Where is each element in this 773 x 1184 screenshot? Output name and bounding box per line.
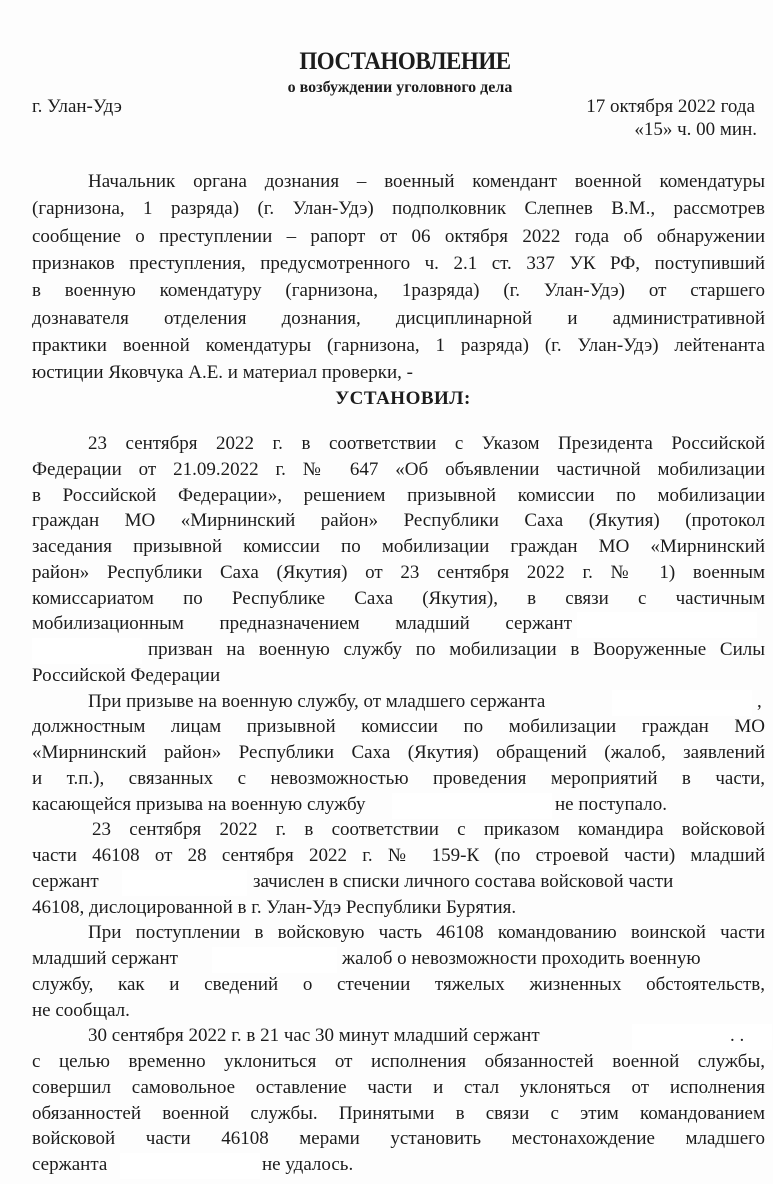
text-line: При призыве на военную службу, от младшего сержанта: [88, 690, 546, 712]
redaction: [32, 638, 142, 664]
text-line: [88, 431, 765, 457]
document-subtitle: о возбуждении уголовного дела: [287, 79, 513, 96]
line-text: При поступлении в войсковую часть 46108 командованию воинской части: [88, 922, 765, 944]
text-line: 46108, дислоцированной в г. Улан-Удэ Республики Бурятия.: [32, 896, 517, 918]
line-text: заседания призывной комиссии по мобилизации граждан МО «Мирнинский: [32, 536, 765, 557]
text-line: [32, 972, 765, 998]
line-text-continuation: не удалось.: [262, 1154, 354, 1175]
redaction: [212, 947, 337, 973]
line-text: 23 сентября 2022 г. в соответствии с приказом командира войсковой: [92, 819, 765, 841]
document-date: 17 октября 2022 года: [586, 96, 755, 117]
redaction: [577, 612, 757, 638]
text-line: [32, 196, 765, 222]
text-line: [32, 611, 572, 637]
text-line: [32, 1101, 765, 1127]
text-line: [32, 306, 765, 332]
line-text: части 46108 от 28 сентября 2022 г. № 159-К (по строевой части) младший: [32, 845, 765, 866]
redaction: [632, 1024, 772, 1050]
text-line: [32, 278, 765, 304]
text-line: [32, 560, 765, 586]
line-text: район» Республики Саха (Якутия) от 23 сентября 2022 г. № 1) военным: [32, 561, 765, 583]
line-text: Федерации от 21.09.2022 г. № 647 «Об объявлении частичной мобилизации: [32, 458, 765, 480]
text-line: [32, 457, 765, 483]
line-text-continuation: . .: [730, 1025, 745, 1047]
line-text: в военную комендатуру (гарнизона, 1разряда) (г. Улан-Удэ) от старшего: [32, 280, 765, 302]
text-line: [32, 1049, 765, 1075]
text-line: [88, 169, 765, 195]
line-text: граждан МО «Мирнинский район» Республики Саха (Якутия) (протокол: [32, 510, 765, 532]
redaction: [120, 1153, 260, 1179]
text-line: [32, 508, 765, 534]
document-title: ПОСТАНОВЛЕНИЕ: [299, 48, 511, 75]
line-text: практики военной комендатуры (гарнизона, 1 разряда) (г. Улан-Удэ) лейтенанта: [32, 334, 765, 356]
line-text: в Российской Федерации», решением призывной комиссии по мобилизации: [32, 484, 765, 506]
text-line: [148, 637, 765, 663]
line-text: с целью временно уклониться от исполнения обязанностей военной службы,: [32, 1051, 765, 1072]
text-line: 30 сентября 2022 г. в 21 час 30 минут младший сержант: [88, 1025, 540, 1047]
line-text: комиссариатом по Республике Саха (Якутия), в связи с частичным: [32, 587, 765, 609]
section-heading: УСТАНОВИЛ:: [335, 388, 471, 409]
line-text: мобилизационным предназначением младший сержант: [32, 613, 572, 635]
text-line: [32, 843, 765, 869]
text-line: [32, 1126, 765, 1152]
text-line: [32, 1075, 765, 1101]
line-text-continuation: зачислен в списки личного состава войсковой части: [253, 870, 674, 892]
text-line: не сообщал.: [32, 999, 130, 1021]
line-text-continuation: ,: [757, 690, 762, 712]
line-text: «Мирнинский район» Республики Саха (Якутия) обращений (жалоб, заявлений: [32, 742, 765, 763]
line-text-continuation: не поступало.: [555, 793, 667, 815]
text-line: [32, 251, 765, 277]
text-line: [32, 483, 765, 509]
redaction: [122, 870, 247, 896]
redaction: [612, 690, 752, 716]
text-line: [32, 586, 765, 612]
text-line: [32, 714, 765, 740]
line-text: Начальник органа дознания – военный комендант военной комендатуры: [88, 171, 765, 192]
text-line: [32, 534, 765, 560]
text-line: Российской Федерации: [32, 664, 221, 686]
text-line: [32, 333, 765, 359]
text-line: [88, 920, 765, 946]
text-line: [92, 817, 765, 843]
redaction: [392, 793, 552, 819]
text-line: сержант: [32, 870, 99, 892]
line-text: должностным лицам призывной комиссии по мобилизации граждан МО: [32, 716, 765, 738]
line-text: и т.п.), связанных с невозможностью проведения мероприятий в части,: [32, 767, 765, 789]
text-line: сержанта: [32, 1154, 108, 1175]
line-text: призван на военную службу по мобилизации в Вооруженные Силы: [148, 639, 765, 660]
text-line: юстиции Яковчука А.Е. и материал проверки, -: [32, 362, 413, 384]
line-text: обязанностей военной службы. Принятыми в связи с этим командованием: [32, 1102, 765, 1124]
line-text: дознавателя отделения дознания, дисциплинарной и административной: [32, 307, 765, 329]
document-city: г. Улан-Удэ: [32, 96, 122, 117]
line-text: признаков преступления, предусмотренного ч. 2.1 ст. 337 УК РФ, поступивший: [32, 252, 765, 274]
document-time: «15» ч. 00 мин.: [634, 119, 757, 140]
line-text: войсковой части 46108 мерами установить местонахождение младшего: [32, 1128, 765, 1150]
line-text: (гарнизона, 1 разряда) (г. Улан-Удэ) подполковник Слепнев В.М., рассмотрев: [32, 198, 765, 220]
line-text: службу, как и сведений о стечении тяжелых жизненных обстоятельств,: [32, 973, 765, 995]
line-text: 23 сентября 2022 г. в соответствии с Указом Президента Российской: [88, 433, 765, 454]
line-text-continuation: жалоб о невозможности проходить военную: [342, 948, 701, 969]
text-line: [32, 224, 765, 250]
text-line: младший сержант: [32, 948, 178, 969]
line-text: совершил самовольное оставление части и стал уклоняться от исполнения: [32, 1076, 765, 1098]
text-line: касающейся призыва на военную службу: [32, 793, 366, 815]
text-line: [32, 766, 765, 792]
text-line: [32, 740, 765, 766]
line-text: сообщение о преступлении – рапорт от 06 октября 2022 года об обнаружении: [32, 225, 765, 247]
